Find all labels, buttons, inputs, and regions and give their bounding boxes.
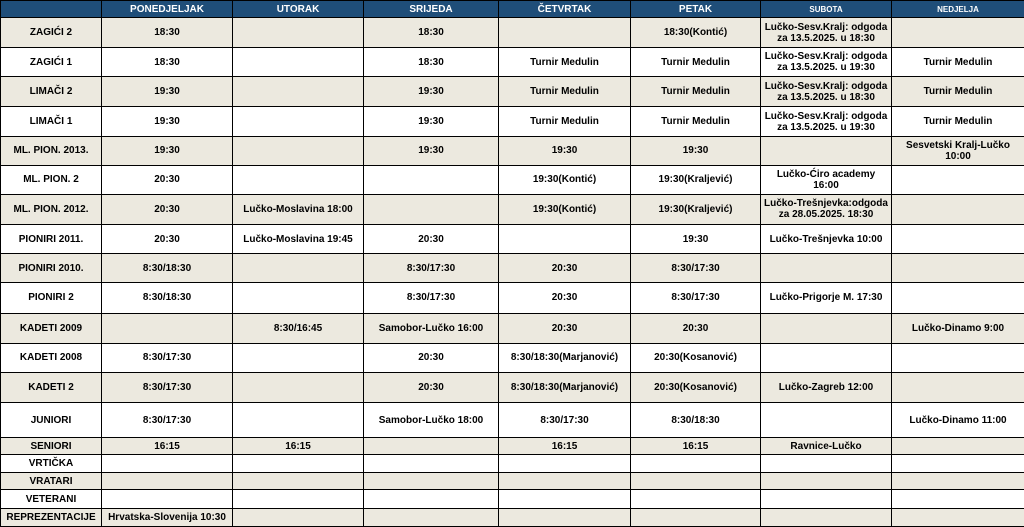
schedule-cell — [631, 455, 761, 473]
schedule-cell: 19:30 — [102, 77, 233, 107]
schedule-cell: Turnir Medulin — [631, 48, 761, 77]
table-row — [1, 48, 1024, 77]
table-row — [1, 403, 1024, 438]
schedule-cell — [631, 509, 761, 527]
schedule-cell: 19:30(Kraljević) — [631, 165, 761, 194]
schedule-cell: 19:30 — [364, 136, 499, 165]
schedule-cell — [233, 509, 364, 527]
schedule-cell — [102, 472, 233, 490]
schedule-cell — [102, 313, 233, 343]
schedule-cell: 19:30 — [499, 136, 631, 165]
schedule-cell — [102, 490, 233, 509]
schedule-cell — [233, 372, 364, 402]
schedule-cell — [233, 77, 364, 107]
schedule-cell — [233, 455, 364, 473]
schedule-cell — [233, 107, 364, 136]
schedule-cell: Lučko-Trešnjevka 10:00 — [761, 225, 892, 254]
team-name-cell: JUNIORI — [1, 403, 102, 438]
team-name-cell: ZAGIĆI 2 — [1, 18, 102, 48]
schedule-cell — [233, 283, 364, 313]
schedule-cell: 18:30 — [364, 18, 499, 48]
table-row — [1, 194, 1024, 224]
schedule-cell: 19:30 — [631, 136, 761, 165]
schedule-cell: 16:15 — [233, 438, 364, 455]
schedule-cell — [364, 165, 499, 194]
schedule-cell: Turnir Medulin — [631, 77, 761, 107]
schedule-cell — [499, 509, 631, 527]
schedule-cell: Samobor-Lučko 18:00 — [364, 403, 499, 438]
team-name-cell: SENIORI — [1, 438, 102, 455]
schedule-cell: 8:30/18:30(Marjanović) — [499, 372, 631, 402]
table-row — [1, 254, 1024, 283]
schedule-cell: 18:30(Kontić) — [631, 18, 761, 48]
table-row — [1, 77, 1024, 107]
schedule-cell: 20:30 — [499, 254, 631, 283]
schedule-cell — [364, 455, 499, 473]
day-header-srijeda: SRIJEDA — [364, 1, 499, 18]
schedule-cell: 16:15 — [102, 438, 233, 455]
table-row — [1, 225, 1024, 254]
schedule-cell: Turnir Medulin — [892, 107, 1024, 136]
schedule-cell: 8:30/17:30 — [631, 283, 761, 313]
schedule-cell: 8:30/18:30 — [631, 403, 761, 438]
schedule-cell — [761, 136, 892, 165]
schedule-cell — [233, 490, 364, 509]
schedule-cell — [892, 490, 1024, 509]
schedule-cell — [499, 455, 631, 473]
schedule-cell — [892, 455, 1024, 473]
schedule-cell: 8:30/18:30 — [102, 254, 233, 283]
team-name-cell: VRTIČKA — [1, 455, 102, 473]
schedule-cell: 19:30 — [102, 136, 233, 165]
schedule-cell — [892, 18, 1024, 48]
schedule-cell — [233, 48, 364, 77]
team-name-cell: KADETI 2009 — [1, 313, 102, 343]
schedule-cell: 8:30/17:30 — [102, 343, 233, 372]
schedule-cell — [233, 136, 364, 165]
schedule-cell: Lučko-Dinamo 11:00 — [892, 403, 1024, 438]
schedule-cell: 20:30 — [364, 372, 499, 402]
schedule-cell: Lučko-Prigorje M. 17:30 — [761, 283, 892, 313]
schedule-cell: 20:30(Kosanović) — [631, 372, 761, 402]
schedule-cell: Sesvetski Kralj-Lučko 10:00 — [892, 136, 1024, 165]
schedule-cell — [499, 225, 631, 254]
schedule-cell: 8:30/17:30 — [102, 403, 233, 438]
team-name-cell: KADETI 2 — [1, 372, 102, 402]
table-row — [1, 136, 1024, 165]
table-row — [1, 343, 1024, 372]
table-row — [1, 438, 1024, 455]
schedule-cell — [364, 194, 499, 224]
schedule-cell — [499, 490, 631, 509]
schedule-body — [1, 18, 1024, 527]
schedule-cell: Lučko-Sesv.Kralj: odgoda za 13.5.2025. u 19:30 — [761, 107, 892, 136]
schedule-cell: 8:30/17:30 — [102, 372, 233, 402]
schedule-cell: 20:30 — [631, 313, 761, 343]
schedule-cell: Turnir Medulin — [499, 48, 631, 77]
schedule-cell — [892, 194, 1024, 224]
schedule-cell: Lučko-Trešnjevka:odgoda za 28.05.2025. 18:30 — [761, 194, 892, 224]
team-name-cell: LIMAČI 2 — [1, 77, 102, 107]
schedule-cell — [761, 343, 892, 372]
schedule-cell: 8:30/18:30(Marjanović) — [499, 343, 631, 372]
table-row — [1, 372, 1024, 402]
team-name-cell: REPREZENTACIJE — [1, 509, 102, 527]
schedule-cell — [233, 472, 364, 490]
schedule-cell — [892, 509, 1024, 527]
schedule-cell: Lučko-Moslavina 19:45 — [233, 225, 364, 254]
schedule-cell: 8:30/17:30 — [364, 254, 499, 283]
schedule-cell — [499, 18, 631, 48]
schedule-cell — [892, 438, 1024, 455]
schedule-cell — [631, 490, 761, 509]
schedule-cell: 20:30 — [102, 225, 233, 254]
schedule-cell: 20:30 — [364, 225, 499, 254]
schedule-cell: 18:30 — [102, 48, 233, 77]
schedule-cell — [364, 438, 499, 455]
day-header-cetvrtak: ČETVRTAK — [499, 1, 631, 18]
day-header-petak: PETAK — [631, 1, 761, 18]
team-name-cell: VRATARI — [1, 472, 102, 490]
day-header-ponedjeljak: PONEDJELJAK — [102, 1, 233, 18]
table-row — [1, 509, 1024, 527]
table-row — [1, 165, 1024, 194]
schedule-cell: Lučko-Moslavina 18:00 — [233, 194, 364, 224]
schedule-cell — [761, 254, 892, 283]
schedule-cell: 19:30 — [364, 107, 499, 136]
team-name-cell: PIONIRI 2010. — [1, 254, 102, 283]
schedule-cell — [761, 472, 892, 490]
schedule-cell: 20:30 — [102, 165, 233, 194]
schedule-cell: 16:15 — [499, 438, 631, 455]
table-row — [1, 472, 1024, 490]
table-row — [1, 283, 1024, 313]
schedule-cell — [233, 403, 364, 438]
schedule-cell — [892, 283, 1024, 313]
schedule-cell: 19:30(Kontić) — [499, 165, 631, 194]
schedule-cell: 20:30 — [364, 343, 499, 372]
schedule-cell: 18:30 — [364, 48, 499, 77]
schedule-cell: Lučko-Dinamo 9:00 — [892, 313, 1024, 343]
table-row — [1, 313, 1024, 343]
schedule-cell: 8:30/17:30 — [631, 254, 761, 283]
schedule-cell — [233, 18, 364, 48]
schedule-cell: 20:30 — [499, 283, 631, 313]
schedule-cell — [761, 455, 892, 473]
schedule-cell: 19:30 — [631, 225, 761, 254]
team-name-cell: ML. PION. 2013. — [1, 136, 102, 165]
schedule-cell: Turnir Medulin — [631, 107, 761, 136]
schedule-cell: Hrvatska-Slovenija 10:30 — [102, 509, 233, 527]
schedule-cell — [631, 472, 761, 490]
schedule-cell: 19:30 — [364, 77, 499, 107]
schedule-cell: 16:15 — [631, 438, 761, 455]
schedule-cell: 8:30/18:30 — [102, 283, 233, 313]
team-name-cell: ZAGIĆI 1 — [1, 48, 102, 77]
schedule-cell — [892, 343, 1024, 372]
schedule-cell — [892, 225, 1024, 254]
corner-cell — [1, 1, 102, 18]
schedule-cell: Lučko-Zagreb 12:00 — [761, 372, 892, 402]
schedule-cell: 19:30(Kraljević) — [631, 194, 761, 224]
schedule-cell — [364, 472, 499, 490]
schedule-cell: Lučko-Sesv.Kralj: odgoda za 13.5.2025. u 19:30 — [761, 48, 892, 77]
day-header-utorak: UTORAK — [233, 1, 364, 18]
team-name-cell: KADETI 2008 — [1, 343, 102, 372]
schedule-cell — [499, 472, 631, 490]
schedule-cell — [364, 490, 499, 509]
schedule-cell — [233, 165, 364, 194]
team-name-cell: LIMAČI 1 — [1, 107, 102, 136]
day-header-subota: SUBOTA — [761, 1, 892, 18]
schedule-cell: 8:30/17:30 — [364, 283, 499, 313]
team-name-cell: ML. PION. 2012. — [1, 194, 102, 224]
schedule-cell: 20:30 — [102, 194, 233, 224]
schedule-cell — [761, 509, 892, 527]
team-name-cell: ML. PION. 2 — [1, 165, 102, 194]
schedule-cell: Lučko-Ćiro academy 16:00 — [761, 165, 892, 194]
schedule-cell — [761, 313, 892, 343]
team-name-cell: PIONIRI 2 — [1, 283, 102, 313]
schedule-cell: 18:30 — [102, 18, 233, 48]
schedule-cell: Samobor-Lučko 16:00 — [364, 313, 499, 343]
schedule-cell — [761, 403, 892, 438]
table-row — [1, 490, 1024, 509]
schedule-cell — [761, 490, 892, 509]
schedule-cell — [892, 254, 1024, 283]
team-name-cell: PIONIRI 2011. — [1, 225, 102, 254]
header-row — [1, 1, 1024, 18]
schedule-cell — [233, 254, 364, 283]
schedule-cell — [892, 165, 1024, 194]
schedule-cell: Turnir Medulin — [499, 107, 631, 136]
schedule-cell: Ravnice-Lučko — [761, 438, 892, 455]
schedule-cell — [233, 343, 364, 372]
schedule-cell — [364, 509, 499, 527]
table-row — [1, 455, 1024, 473]
schedule-cell: Turnir Medulin — [499, 77, 631, 107]
schedule-cell: Lučko-Sesv.Kralj: odgoda za 13.5.2025. u 18:30 — [761, 18, 892, 48]
schedule-cell: 19:30(Kontić) — [499, 194, 631, 224]
table-row — [1, 107, 1024, 136]
schedule-cell: 19:30 — [102, 107, 233, 136]
schedule-cell: Lučko-Sesv.Kralj: odgoda za 13.5.2025. u 18:30 — [761, 77, 892, 107]
schedule-cell: 20:30(Kosanović) — [631, 343, 761, 372]
schedule-cell — [102, 455, 233, 473]
schedule-cell — [892, 472, 1024, 490]
schedule-cell: 20:30 — [499, 313, 631, 343]
schedule-cell: Turnir Medulin — [892, 48, 1024, 77]
schedule-cell: 8:30/16:45 — [233, 313, 364, 343]
schedule-cell: Turnir Medulin — [892, 77, 1024, 107]
schedule-cell — [892, 372, 1024, 402]
team-name-cell: VETERANI — [1, 490, 102, 509]
day-header-nedjelja: NEDJELJA — [892, 1, 1024, 18]
schedule-cell: 8:30/17:30 — [499, 403, 631, 438]
table-row — [1, 18, 1024, 48]
